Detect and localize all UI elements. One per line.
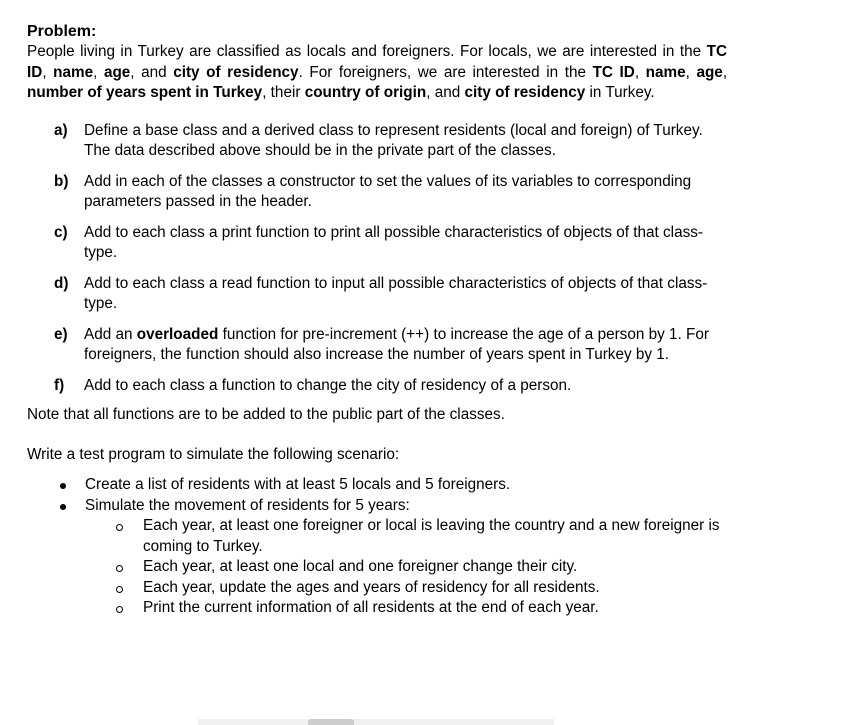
text-run: Define a base class and a derived class to represent residents (local and foreign) of Turkey. The data described above should be in the private part of the classes. bbox=[84, 121, 703, 159]
task-letter: e) bbox=[54, 325, 68, 343]
task-letter: a) bbox=[54, 121, 68, 139]
scenario-list bbox=[27, 475, 727, 619]
task-text bbox=[84, 172, 727, 213]
scrollbar-thumb[interactable] bbox=[308, 719, 354, 725]
bold-term: overloaded bbox=[136, 325, 219, 343]
task-item bbox=[27, 121, 727, 162]
hollow-circle-icon bbox=[27, 578, 143, 599]
task-text bbox=[84, 223, 727, 264]
task-item bbox=[27, 376, 727, 397]
bold-term: name bbox=[53, 63, 94, 81]
horizontal-scrollbar[interactable] bbox=[198, 719, 554, 725]
text-run: , bbox=[634, 63, 646, 81]
hollow-circle-icon bbox=[27, 598, 143, 619]
document-page bbox=[27, 21, 727, 619]
bold-term: city of residency bbox=[464, 84, 586, 101]
sub-bullet-text: Each year, at least one local and one foreigner change their city. bbox=[143, 558, 578, 575]
task-letter: c) bbox=[54, 223, 68, 241]
sub-bullet-text: Each year, update the ages and years of residency for all residents. bbox=[143, 578, 600, 596]
bold-term: age bbox=[696, 63, 723, 81]
text-run: , and bbox=[130, 63, 174, 81]
text-run: , bbox=[93, 63, 104, 81]
hollow-circle-icon bbox=[27, 557, 143, 578]
sub-bullet bbox=[27, 557, 727, 578]
task-letter: b) bbox=[54, 172, 69, 190]
bullet-dot-icon bbox=[27, 475, 85, 496]
problem-title: Problem: bbox=[27, 23, 97, 40]
bullet-text: Create a list of residents with at least 5 locals and 5 foreigners. bbox=[85, 476, 511, 493]
task-text bbox=[84, 121, 727, 162]
task-item bbox=[27, 223, 727, 264]
bold-term: city of residency bbox=[173, 63, 299, 81]
text-run: function for pre-increment (++) to increase the age of a person by 1. For foreigners, the function should also increase the number of years spent in Turkey by 1. bbox=[84, 325, 709, 363]
text-run: , and bbox=[426, 84, 465, 101]
text-run: . For foreigners, we are interested in the bbox=[298, 63, 593, 81]
bullet-dot-icon bbox=[27, 496, 85, 517]
task-item bbox=[27, 274, 727, 315]
task-text bbox=[84, 376, 727, 397]
sub-bullet-text: Each year, at least one foreigner or local is leaving the country and a new foreigner is coming to Turkey. bbox=[143, 517, 720, 555]
note-text: Note that all functions are to be added to the public part of the classes. bbox=[27, 406, 505, 423]
task-item bbox=[27, 172, 727, 213]
problem-description bbox=[27, 42, 727, 104]
sub-bullet bbox=[27, 598, 727, 619]
text-run: People living in Turkey are classified as locals and foreigners. For locals, we are interested in the bbox=[27, 43, 707, 60]
text-run: in Turkey. bbox=[585, 84, 655, 101]
bold-term: country of origin bbox=[304, 84, 427, 101]
task-letter: f) bbox=[54, 376, 65, 394]
task-letter: d) bbox=[54, 274, 69, 292]
text-run: , their bbox=[262, 84, 305, 101]
text-run: Add to each class a print function to print all possible characteristics of objects of that class-type. bbox=[84, 223, 703, 261]
scenario-bullet bbox=[27, 496, 727, 619]
task-text bbox=[84, 274, 727, 315]
bullet-text: Simulate the movement of residents for 5 years: bbox=[85, 496, 410, 514]
text-run: Add an bbox=[84, 325, 137, 343]
scenario-bullet bbox=[27, 475, 727, 496]
task-list bbox=[27, 121, 727, 397]
bold-term: name bbox=[645, 63, 686, 81]
text-run: , bbox=[42, 63, 54, 81]
bold-term: TC ID bbox=[27, 43, 727, 81]
bold-term: TC ID bbox=[592, 63, 635, 81]
text-run: Add to each class a read function to input all possible characteristics of objects of that class-type. bbox=[84, 274, 708, 312]
bold-term: age bbox=[103, 63, 131, 81]
hollow-circle-icon bbox=[27, 516, 143, 557]
task-text bbox=[84, 325, 727, 366]
text-run: Add to each class a function to change the city of residency of a person. bbox=[84, 376, 572, 394]
text-run: , bbox=[722, 63, 728, 81]
bold-term: number of years spent in Turkey bbox=[27, 84, 263, 101]
sub-bullet-text: Print the current information of all residents at the end of each year. bbox=[143, 599, 599, 616]
text-run: , bbox=[685, 63, 697, 81]
sub-bullet bbox=[27, 516, 727, 557]
scenario-title: Write a test program to simulate the following scenario: bbox=[27, 445, 400, 463]
text-run: Add in each of the classes a constructor to set the values of its variables to corresponding parameters passed in the header. bbox=[84, 172, 692, 210]
sub-bullet bbox=[27, 578, 727, 599]
sub-list bbox=[27, 516, 727, 619]
task-item bbox=[27, 325, 727, 366]
